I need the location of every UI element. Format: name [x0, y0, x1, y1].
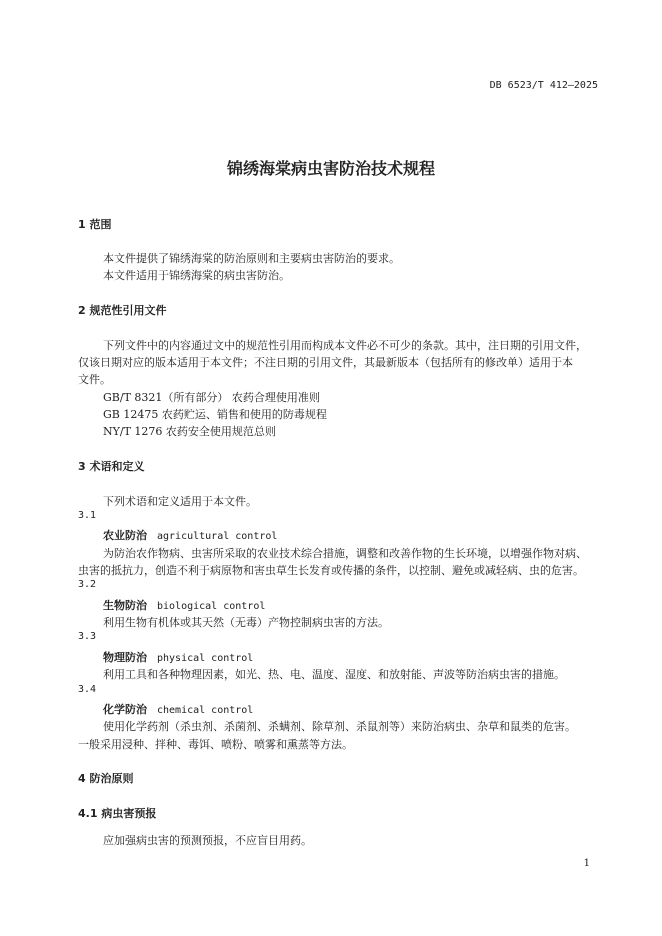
reference-item: GB/T 8321（所有部分） 农药合理使用准则 — [103, 391, 320, 404]
paragraph-line: 应加强病虫害的预测预报，不应盲目用药。 — [103, 834, 312, 847]
term-number: 3.4 — [78, 684, 97, 695]
term-en: physical control — [157, 653, 254, 664]
subsection-heading-forecast: 4.1 病虫害预报 — [78, 807, 157, 820]
reference-item: GB 12475 农药贮运、销售和使用的防毒规程 — [103, 408, 327, 421]
term-definition-line: 利用生物有机体或其天然（无毒）产物控制病虫害的方法。 — [103, 616, 389, 629]
term-definition-line: 利用工具和各种物理因素，如光、热、电、温度、湿度、和放射能、声波等防治病虫害的措施。 — [103, 668, 565, 681]
term-number: 3.3 — [78, 631, 97, 642]
term-title — [103, 597, 265, 613]
paragraph-line: 下列术语和定义适用于本文件。 — [103, 495, 257, 508]
paragraph-line: 文件。 — [78, 373, 111, 386]
paragraph-line: 本文件适用于锦绣海棠的病虫害防治。 — [103, 269, 290, 282]
paragraph-line: 本文件提供了锦绣海棠的防治原则和主要病虫害防治的要求。 — [103, 252, 400, 265]
term-zh: 物理防治 — [103, 651, 147, 664]
term-en: agricultural control — [157, 531, 278, 542]
reference-item: NY/T 1276 农药安全使用规范总则 — [103, 425, 276, 438]
term-number: 3.2 — [78, 579, 97, 590]
term-number: 3.1 — [78, 510, 97, 521]
section-heading-terms: 3 术语和定义 — [78, 460, 145, 473]
paragraph-line: 仅该日期对应的版本适用于本文件；不注日期的引用文件，其最新版本（包括所有的修改单）适用于本 — [78, 356, 573, 369]
term-en: biological control — [157, 601, 266, 612]
section-heading-scope: 1 范围 — [78, 218, 112, 231]
standard-code: DB 6523/T 412—2025 — [489, 80, 598, 91]
term-definition-line: 虫害的抵抗力，创造不利于病原物和害虫草生长发育或传播的条件，以控制、避免或减轻病、虫的危害。 — [78, 564, 584, 577]
term-title — [103, 701, 253, 717]
page-number: 1 — [583, 858, 590, 869]
paragraph-line: 下列文件中的内容通过文中的规范性引用而构成本文件必不可少的条款。其中，注日期的引用文件， — [103, 339, 587, 352]
term-title — [103, 527, 277, 543]
term-zh: 化学防治 — [103, 703, 147, 716]
term-definition-line: 使用化学药剂（杀虫剂、杀菌剂、杀螨剂、除草剂、杀鼠剂等）来防治病虫、杂草和鼠类的危害。 — [103, 720, 576, 733]
term-en: chemical control — [157, 705, 254, 716]
term-definition-line: 一般采用浸种、拌种、毒饵、喷粉、喷雾和熏蒸等方法。 — [78, 738, 353, 751]
term-zh: 生物防治 — [103, 599, 147, 612]
section-heading-principles: 4 防治原则 — [78, 772, 134, 785]
term-definition-line: 为防治农作物病、虫害所采取的农业技术综合措施，调整和改善作物的生长环境，以增强作物对病、 — [103, 547, 587, 560]
term-title — [103, 649, 253, 665]
term-zh: 农业防治 — [103, 529, 147, 542]
section-heading-normative-references: 2 规范性引用文件 — [78, 304, 167, 317]
document-title: 锦绣海棠病虫害防治技术规程 — [226, 159, 435, 178]
